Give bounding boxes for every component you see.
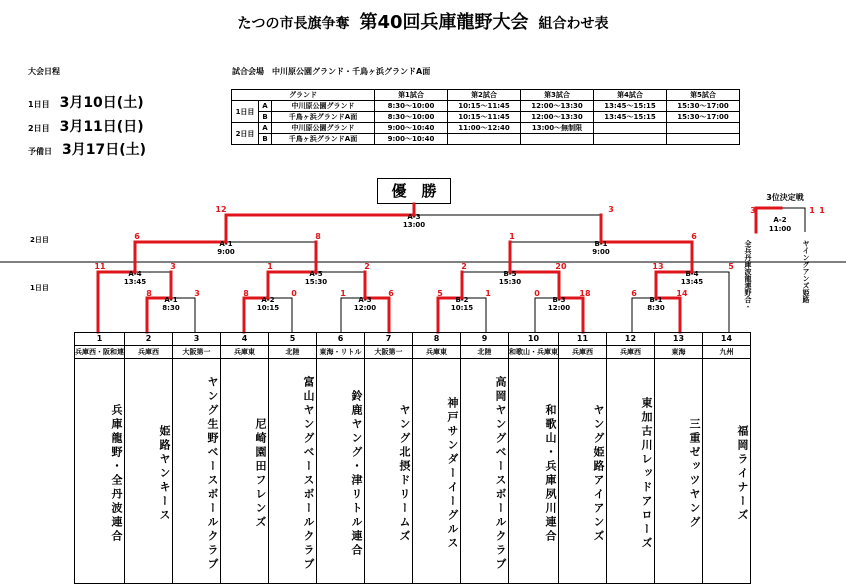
venue-line: 試合会場 中川原公園グランド・千鳥ヶ浜グランドA面 — [232, 67, 431, 76]
team-region: 東海・リトル — [317, 346, 365, 359]
third-place-team-a: 全兵丹庫波龍連野合・ — [744, 240, 752, 310]
game-score-left: 1 — [509, 232, 515, 241]
team-region: 兵庫西 — [125, 346, 173, 359]
schedule-reserve-day: 予備日 3月17日(土) — [28, 142, 147, 158]
game-score-right: 14 — [676, 289, 688, 298]
team-name: 三重ゼッツヤング — [655, 359, 703, 584]
game-code: B-5 — [503, 270, 517, 278]
team-name: ヤング姫路アイアンズ — [559, 359, 607, 584]
third-place-score: 1 — [819, 206, 825, 215]
team-number: 13 — [655, 333, 703, 346]
team-roster — [74, 332, 751, 584]
team-name: 高岡ヤングベースボールクラブ — [461, 359, 509, 584]
team-region: 大阪第一 — [365, 346, 413, 359]
team-region: 東海 — [655, 346, 703, 359]
game-score-left: 13 — [652, 262, 664, 271]
game-score-right: 8 — [315, 232, 321, 241]
team-region: 北陸 — [269, 346, 317, 359]
game-time: 8:30 — [647, 304, 665, 312]
team-number: 2 — [125, 333, 173, 346]
game-time: 9:00 — [217, 248, 235, 256]
team-name: 東加古川レッドアローズ — [607, 359, 655, 584]
game-score-left: 11 — [94, 262, 106, 271]
third-place-game: A-2 — [773, 216, 787, 224]
title-suffix: 組合わせ表 — [538, 16, 609, 32]
team-name: 富山ヤングベースボールクラブ — [269, 359, 317, 584]
third-place-score: 3 — [750, 206, 756, 215]
title-prefix: たつの市長旗争奪 — [237, 16, 350, 32]
game-code: A-1 — [219, 240, 233, 248]
game-score-right: 2 — [364, 262, 370, 271]
schedule-day-1: 1日目 3月10日(土) — [28, 95, 144, 111]
game-score-left: 8 — [146, 289, 152, 298]
game-score-left: 1 — [267, 262, 273, 271]
team-region: 兵庫西 — [607, 346, 655, 359]
game-code: A-4 — [128, 270, 142, 278]
day1-label: 1日目 — [30, 284, 49, 292]
team-name: 鈴鹿ヤング・津リトル連合 — [317, 359, 365, 584]
third-place-title: 3位決定戦 — [766, 193, 804, 202]
schedule-table-row: B 千鳥ヶ浜グランドA面 8:30～10:00 10:15～11:45 12:00～13:30 13:45～15:15 15:30～17:00 — [232, 112, 740, 123]
team-name: ヤング生野ベースボールクラブ — [173, 359, 221, 584]
game-time: 13:00 — [402, 221, 426, 229]
team-name: 福岡ライナーズ — [703, 359, 751, 584]
title-main: 第40回兵庫龍野大会 — [359, 12, 529, 33]
team-region: 兵庫東 — [221, 346, 269, 359]
game-time: 9:00 — [592, 248, 610, 256]
game-score-left: 0 — [534, 289, 540, 298]
team-name: ヤング北摂ドリームズ — [365, 359, 413, 584]
game-time: 8:30 — [162, 304, 180, 312]
game-score-left: 6 — [631, 289, 637, 298]
game-code: A-3 — [407, 213, 421, 221]
game-time: 15:30 — [304, 278, 328, 286]
team-number: 10 — [509, 333, 559, 346]
game-code: A-1 — [164, 296, 178, 304]
schedule-table-row: B 千鳥ヶ浜グランドA面 9:00～10:40 — [232, 134, 740, 145]
team-region: 兵庫西・阪和連 — [75, 346, 125, 359]
victory-box: 優 勝 — [377, 178, 451, 204]
game-score-right: 0 — [291, 289, 297, 298]
team-number: 7 — [365, 333, 413, 346]
game-code: B-1 — [594, 240, 608, 248]
schedule-table-row: 2日目 A 中川原公園グランド 9:00～10:40 11:00～12:40 13:00～無制限 — [232, 123, 740, 134]
team-number: 9 — [461, 333, 509, 346]
game-score-left: 1 — [340, 289, 346, 298]
winner-path — [244, 242, 316, 332]
game-score-right: 3 — [608, 205, 614, 214]
team-number: 5 — [269, 333, 317, 346]
game-code: B-3 — [552, 296, 566, 304]
schedule-table-row: 1日目 A 中川原公園グランド 8:30～10:00 10:15～11:45 12:00～13:30 13:45～15:15 15:30～17:00 — [232, 101, 740, 112]
third-place-time: 11:00 — [768, 225, 792, 233]
game-code: A-5 — [309, 270, 323, 278]
game-code: B-1 — [649, 296, 663, 304]
game-score-left: 12 — [215, 205, 227, 214]
team-number: 12 — [607, 333, 655, 346]
team-region: 兵庫東 — [413, 346, 461, 359]
team-region: 大阪第一 — [173, 346, 221, 359]
game-score-right: 6 — [388, 289, 394, 298]
team-number: 4 — [221, 333, 269, 346]
day2-label: 2日目 — [30, 236, 49, 244]
game-time: 12:00 — [353, 304, 377, 312]
game-time: 10:15 — [256, 304, 280, 312]
team-name: 兵庫龍野・全丹波連合 — [75, 359, 125, 584]
game-score-left: 6 — [134, 232, 140, 241]
game-time: 12:00 — [547, 304, 571, 312]
team-region: 兵庫西 — [559, 346, 607, 359]
third-place-team-b: ヤイングアンズ姫路 — [802, 240, 810, 303]
game-score-left: 5 — [437, 289, 443, 298]
team-number: 6 — [317, 333, 365, 346]
team-number: 3 — [173, 333, 221, 346]
game-score-left: 2 — [461, 262, 467, 271]
game-code: B-4 — [685, 270, 699, 278]
team-region: 和歌山・兵庫東 — [509, 346, 559, 359]
third-place-score: 1 — [809, 206, 815, 215]
game-code: A-2 — [261, 296, 275, 304]
game-time: 13:45 — [123, 278, 147, 286]
team-number: 11 — [559, 333, 607, 346]
game-score-right: 3 — [170, 262, 176, 271]
game-time: 15:30 — [498, 278, 522, 286]
team-number: 8 — [413, 333, 461, 346]
schedule-table-header: グランド 第1試合 第2試合 第3試合 第4試合 第5試合 — [232, 90, 740, 101]
game-time: 13:45 — [680, 278, 704, 286]
game-score-right: 20 — [555, 262, 567, 271]
team-name: 和歌山・兵庫夙川連合 — [509, 359, 559, 584]
schedule-day-2: 2日目 3月11日(日) — [28, 119, 144, 135]
game-score-left: 8 — [243, 289, 249, 298]
team-region: 北陸 — [461, 346, 509, 359]
team-name: 神戸サンダーイーグルス — [413, 359, 461, 584]
game-code: B-2 — [455, 296, 469, 304]
team-name: 尼崎園田フレンズ — [221, 359, 269, 584]
game-score-right: 1 — [485, 289, 491, 298]
schedule-heading: 大会日程 — [28, 67, 60, 76]
game-score-right: 6 — [691, 232, 697, 241]
team-number: 14 — [703, 333, 751, 346]
game-score-right: 3 — [194, 289, 200, 298]
team-region: 九州 — [703, 346, 751, 359]
winner-path — [510, 242, 583, 332]
team-number: 1 — [75, 333, 125, 346]
winner-path — [601, 215, 692, 332]
game-time: 10:15 — [450, 304, 474, 312]
game-score-right: 18 — [579, 289, 591, 298]
game-code: A-3 — [358, 296, 372, 304]
game-score-right: 5 — [728, 262, 734, 271]
team-name: 姫路ヤンキース — [125, 359, 173, 584]
